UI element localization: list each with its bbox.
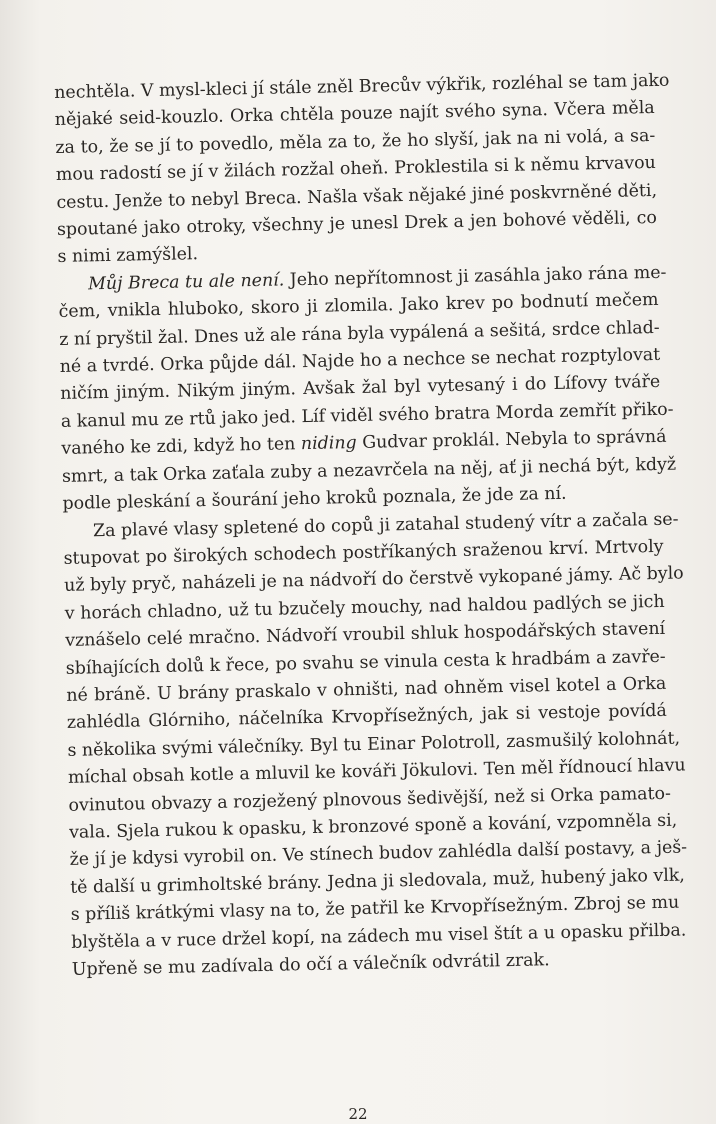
text-line: blyštěla a v ruce držel kopí, na zádech mu visel štít a u opasku přilba. (71, 920, 687, 953)
text-line: né bráně. U brány praskalo v ohništi, nad ohněm visel kotel a Orka (66, 673, 667, 706)
text-line: podle pleskání a šourání jeho kroků poznala, že jde za ní. (62, 483, 567, 515)
text-line: Za plavé vlasy spletené do copů ji zatahal studený vítr a začala se- (92, 509, 679, 541)
text-line: ničím jiným. Nikým jiným. Avšak žal byl vytesaný i do Lífovy tváře (60, 372, 661, 405)
text-line: Upřeně se mu zadívala do očí a válečník odvrátil zrak. (71, 950, 550, 980)
text-line: vala. Sjela rukou k opasku, k bronzové sponě a kování, vzpomněla si, (68, 810, 678, 843)
text-line: né a tvrdé. Orka půjde dál. Najde ho a nechce se nechat rozptylovat (59, 344, 661, 378)
text-line: spoutané jako otroky, všechny je unesl Drek a jen bohové věděli, co (56, 207, 658, 240)
text-span: vaného ke zdi, když ho ten (61, 434, 302, 460)
text-line: nechtěla. V mysl-kleci jí stále zněl Brecův výkřik, rozléhal se tam jako (54, 70, 670, 103)
text-line: s příliš krátkými vlasy na to, že patřil ke Krvopřísežným. Zbroj se mu (70, 892, 680, 926)
text-line: už byly pryč, naházeli je na nádvoří do čerstvě vykopané jámy. Ač bylo (63, 563, 684, 597)
text-line: vznášelo celé mračno. Nádvoří vroubil shluk hospodářských stavení (65, 618, 666, 652)
text-line: ovinutou obvazy a rozježený plnovous šedivější, než si Orka pamato- (68, 783, 672, 816)
text-span: Jeho nepřítomnost ji zasáhla jako rána me- (284, 262, 667, 291)
page-number: 22 (348, 1105, 368, 1123)
text-line: stupovat po širokých schodech postříkaných sraženou krví. Mrtvoly (63, 536, 664, 569)
paragraph-3 (63, 506, 688, 984)
text-line: s několika svými válečníky. Byl tu Einar Polotroll, zasmušilý kolohnát, (67, 728, 681, 761)
text-line: z ní pryštil žal. Dnes už ale rána byla vypálená a sešitá, srdce chlad- (59, 317, 660, 350)
text-line: mou radostí se jí v žilách rozžal oheň. Proklestila si k němu krvavou (55, 153, 656, 186)
text-line: sbíhajících dolů k řece, po svahu se vinula cesta k hradbám a zavře- (65, 646, 666, 679)
text-span: Gudvar proklál. Nebyla to správná (356, 427, 667, 454)
text-line: tě další u grimholtské brány. Jedna ji sledovala, muž, hubený jako vlk, (70, 865, 686, 898)
text-line: s nimi zamýšlel. (57, 244, 199, 268)
text-line: v horách chladno, už tu bzučely mouchy, nad haldou padlých se jich (64, 591, 665, 624)
text-line: zahlédla Glórniho, náčelníka Krvopřísežných, jak si vestoje povídá (66, 701, 667, 734)
italic-phrase: Můj Breca tu ale není. (87, 270, 285, 295)
paragraph-2 (58, 260, 677, 519)
text-line: nějaké seid-kouzlo. Orka chtěla pouze najít svého syna. Včera měla (54, 98, 655, 131)
body-text (54, 68, 688, 984)
text-line: míchal obsah kotle a mluvil ke kováři Jökulovi. Ten měl řídnoucí hlavu (67, 755, 686, 789)
text-line: čem, vnikla hluboko, skoro ji zlomila. Jako krev po bodnutí mečem (58, 290, 659, 323)
text-line: za to, že se jí to povedlo, měla za to, že ho slyší, jak na ni volá, a sa- (55, 125, 656, 158)
text-line: že jí je kdysi vyrobil on. Ve stínech budov zahlédla další postavy, a ješ- (69, 837, 688, 871)
text-line: a kanul mu ze rtů jako jed. Líf viděl svého bratra Morda zemřít přiko- (60, 399, 674, 432)
text-line: smrt, a tak Orka zaťala zuby a nezavrčela na něj, ať ji nechá být, když (61, 454, 677, 487)
paragraph-1 (54, 68, 670, 272)
text-line: cestu. Jenže to nebyl Breca. Našla však nějaké jiné poskvrněné děti, (56, 180, 658, 213)
italic-word: niding (300, 433, 357, 455)
